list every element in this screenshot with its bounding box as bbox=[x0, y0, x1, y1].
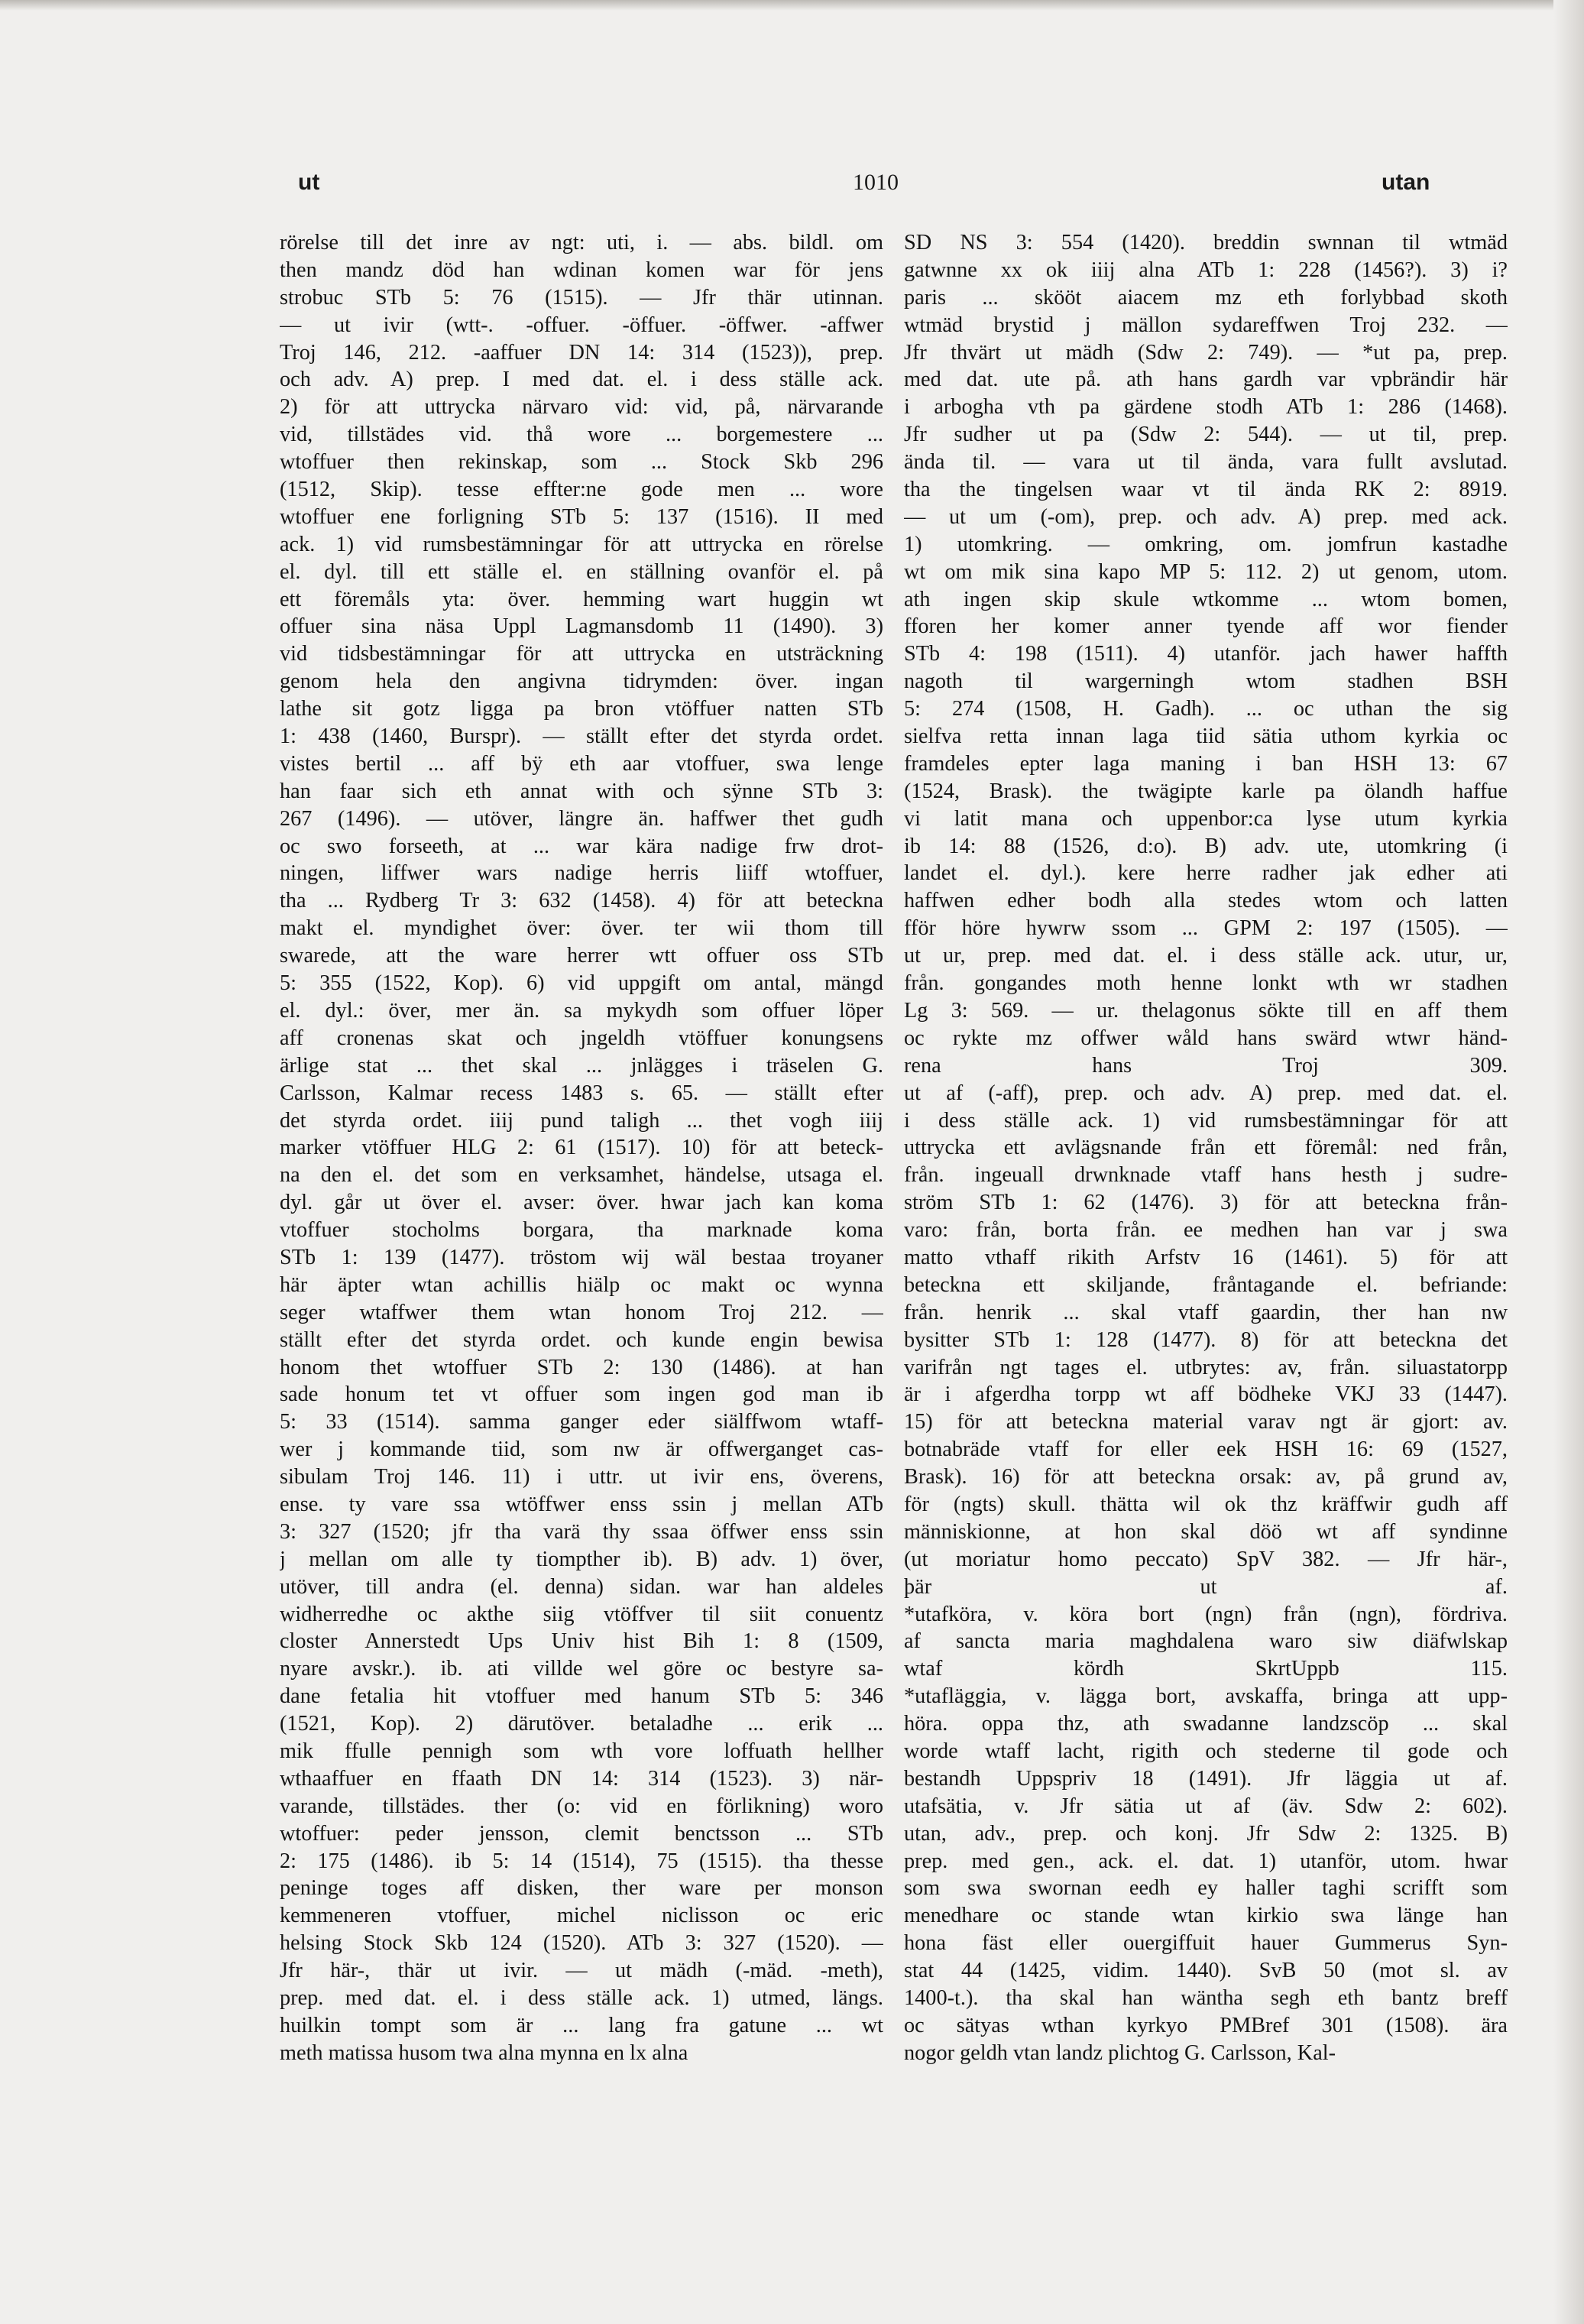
text-line: vid tidsbestämningar för att uttrycka en utsträckning bbox=[280, 642, 883, 666]
text-line: 1400-t.). tha skal han wäntha segh eth bantz breff bbox=[904, 1986, 1508, 2010]
text-line: rena hans Troj 309. bbox=[904, 1053, 1508, 1078]
text-line: det styrda ordet. iiij pund taligh ... thet vogh iiij bbox=[280, 1108, 883, 1133]
text-line: från. henrik ... skal vtaff gaardin, ther han nw bbox=[904, 1300, 1508, 1324]
text-line: och adv. A) prep. I med dat. el. i dess ställe ack. bbox=[280, 368, 883, 392]
text-line: strobuc STb 5: 76 (1515). — Jfr thär utinnan. bbox=[280, 285, 883, 310]
page-top-edge bbox=[0, 0, 1584, 11]
text-line: oc rykte mz offwer wåld hans swärd wtwr händ- bbox=[904, 1026, 1508, 1050]
text-line: tha the tingelsen waar vt til ända RK 2: 8919. bbox=[904, 478, 1508, 502]
text-line: — ut ivir (wtt-. -offuer. -öffuer. -öffwer. -affwer bbox=[280, 313, 883, 337]
text-line: wtoffuer ene forligning STb 5: 137 (1516). II med bbox=[280, 504, 883, 529]
text-line: vtoffuer stocholms borgara, tha marknade koma bbox=[280, 1218, 883, 1243]
text-line: seger wtaffwer them wtan honom Troj 212. — bbox=[280, 1300, 883, 1324]
text-line: som swa swornan eedh ey haller taghi scrifft som bbox=[904, 1876, 1508, 1901]
text-line: wtoffuer then rekinskap, som ... Stock Skb 296 bbox=[280, 450, 883, 475]
text-line: Jfr thvärt ut mädh (Sdw 2: 749). — *ut pa, prep. bbox=[904, 340, 1508, 365]
text-line: mik ffulle pennigh som wth vore loffuath hellher bbox=[280, 1739, 883, 1763]
text-line: ett föremåls yta: över. hemming wart huggin wt bbox=[280, 587, 883, 611]
text-line: (1524, Brask). the twägipte karle pa ölandh haffue bbox=[904, 779, 1508, 803]
text-line: (1521, Kop). 2) därutöver. betaladhe ... erik ... bbox=[280, 1712, 883, 1736]
text-line: lathe sit gotz ligga pa bron vtöffuer natten STb bbox=[280, 697, 883, 721]
text-line: hona fäst eller ouergiffuit hauer Gummerus Syn- bbox=[904, 1931, 1508, 1956]
text-line: uttrycka ett avlägsnande från ett föremål: ned från, bbox=[904, 1136, 1508, 1160]
text-line: utan, adv., prep. och konj. Jfr Sdw 2: 1325. B) bbox=[904, 1821, 1508, 1846]
text-line: tha ... Rydberg Tr 3: 632 (1458). 4) för att beteckna bbox=[280, 889, 883, 913]
text-line: helsing Stock Skb 124 (1520). ATb 3: 327 (1520). — bbox=[280, 1931, 883, 1956]
text-line: wthaaffuer en ffaath DN 14: 314 (1523). 3) när- bbox=[280, 1766, 883, 1791]
text-line: ärlige stat ... thet skal ... jnlägges i träselen G. bbox=[280, 1053, 883, 1078]
text-line: Carlsson, Kalmar recess 1483 s. 65. — ställt efter bbox=[280, 1081, 883, 1105]
text-line: Jfr sudher ut pa (Sdw 2: 544). — ut til, prep. bbox=[904, 423, 1508, 447]
text-line: fforen her komer anner tyende aff wor fiender bbox=[904, 614, 1508, 639]
text-line: j mellan om alle ty tiompther ib). B) adv. 1) över, bbox=[280, 1547, 883, 1571]
text-line: kemmeneren vtoffuer, michel niclisson oc eric bbox=[280, 1904, 883, 1928]
right-column bbox=[904, 229, 1508, 2067]
text-line: dyl. går ut över el. avser: över. hwar jach kan koma bbox=[280, 1191, 883, 1215]
text-line: sielfva retta innan laga tiid sätia uthom kyrkia oc bbox=[904, 724, 1508, 749]
text-line: nyare avskr.). ib. ati villde wel göre oc bestyre sa- bbox=[280, 1657, 883, 1681]
text-line: STb 4: 198 (1511). 4) utanför. jach hawer haffth bbox=[904, 642, 1508, 666]
text-line: worde wtaff lacht, rigith och stederne til gode och bbox=[904, 1739, 1508, 1763]
text-line: bestandh Uppspriv 18 (1491). Jfr läggia ut af. bbox=[904, 1766, 1508, 1791]
text-line: menedhare oc stande wtan kirkio swa länge han bbox=[904, 1904, 1508, 1928]
text-line: han faar sich eth annat with och sÿnne STb 3: bbox=[280, 779, 883, 803]
text-line: paris ... skööt aiacem mz eth forlybbad skoth bbox=[904, 285, 1508, 310]
text-line: ense. ty vare ssa wtöffwer enss ssin j mellan ATb bbox=[280, 1492, 883, 1516]
text-line: är i afgerdha torpp wt aff bödheke VKJ 33 (1447). bbox=[904, 1382, 1508, 1407]
text-line: vid, tillstädes vid. thå wore ... borgemestere ... bbox=[280, 423, 883, 447]
header-right-guideword: utan bbox=[1382, 170, 1430, 195]
text-line: genom hela den angivna tidrymden: över. ingan bbox=[280, 669, 883, 694]
text-line: sibulam Troj 146. 11) i uttr. ut ivir ens, överens, bbox=[280, 1465, 883, 1489]
text-line: ack. 1) vid rumsbestämningar för att uttrycka en rörelse bbox=[280, 532, 883, 556]
text-line: här äpter wtan achillis hiälp oc makt oc wynna bbox=[280, 1272, 883, 1297]
text-line: 3: 327 (1520; jfr tha varä thy ssaa öffwer enss ssin bbox=[280, 1519, 883, 1544]
text-line: 15) för att beteckna material varav ngt är gjort: av. bbox=[904, 1410, 1508, 1434]
text-line: nogor geldh vtan landz plichtog G. Carlsson, Kal- bbox=[904, 2040, 1336, 2065]
text-line: framdeles epter laga maning i ban HSH 13: 67 bbox=[904, 751, 1508, 776]
text-line: honom thet wtoffuer STb 2: 130 (1486). at han bbox=[280, 1355, 883, 1379]
text-line: höra. oppa thz, ath swadanne landzscöp ... skal bbox=[904, 1712, 1508, 1736]
text-line: bysitter STb 1: 128 (1477). 8) för att beteckna det bbox=[904, 1327, 1508, 1352]
text-line: 5: 274 (1508, H. Gadh). ... oc uthan the sig bbox=[904, 697, 1508, 721]
text-line: vi latit mana och uppenbor:ca lyse utum kyrkia bbox=[904, 806, 1508, 831]
text-line: na den el. det som en verksamhet, händelse, utsaga el. bbox=[280, 1163, 883, 1188]
text-line: gatwnne xx ok iiij alna ATb 1: 228 (1456?). 3) i? bbox=[904, 258, 1508, 282]
text-line: makt el. myndighet över: över. ter wii thom till bbox=[280, 916, 883, 941]
text-line: marker vtöffuer HLG 2: 61 (1517). 10) för att beteck- bbox=[280, 1136, 883, 1160]
text-line: 1) utomkring. — omkring, om. jomfrun kastadhe bbox=[904, 532, 1508, 556]
text-line: ningen, liffwer wars nadige herris liiff wtoffuer, bbox=[280, 861, 883, 886]
text-line: varifrån ngt tages el. utbrytes: av, från. siluastatorpp bbox=[904, 1355, 1508, 1379]
text-line: haffwen edher bodh alla stedes wtom och latten bbox=[904, 889, 1508, 913]
text-line: SD NS 3: 554 (1420). breddin swnnan til wtmäd bbox=[904, 231, 1508, 254]
text-line: i dess ställe ack. 1) vid rumsbestämningar för att bbox=[904, 1108, 1508, 1133]
text-line: ib 14: 88 (1526, d:o). B) adv. ute, utomkring (i bbox=[904, 834, 1508, 858]
text-line: 2: 175 (1486). ib 5: 14 (1514), 75 (1515). tha thesse bbox=[280, 1849, 883, 1873]
text-line: varande, tillstädes. ther (o: vid en förlikning) woro bbox=[280, 1794, 883, 1818]
text-line: ut af (-aff), prep. och adv. A) prep. med dat. el. bbox=[904, 1081, 1508, 1105]
page-number: 1010 bbox=[853, 170, 899, 195]
text-line: Lg 3: 569. — ur. thelagonus sökte till en aff them bbox=[904, 998, 1508, 1023]
text-line: Troj 146, 212. -aaffuer DN 14: 314 (1523)), prep. bbox=[280, 340, 883, 365]
text-line: sade honum tet vt offuer som ingen god man ib bbox=[280, 1382, 883, 1407]
text-line: wt om mik sina kapo MP 5: 112. 2) ut genom, utom. bbox=[904, 559, 1508, 584]
left-column bbox=[280, 229, 883, 2067]
text-line: 2) för att uttrycka närvaro vid: vid, på, närvarande bbox=[280, 395, 883, 420]
text-line: 267 (1496). — utöver, längre än. haffwer thet gudh bbox=[280, 806, 883, 831]
text-line: offuer sina näsa Uppl Lagmansdomb 11 (1490). 3) bbox=[280, 614, 883, 639]
text-line: från. ingeuall drwnknade vtaff hans hesth j sudre- bbox=[904, 1163, 1508, 1188]
text-line: — ut um (-om), prep. och adv. A) prep. med ack. bbox=[904, 504, 1508, 529]
text-line: (1512, Skip). tesse effter:ne gode men ... wore bbox=[280, 478, 883, 502]
text-line: för (ngts) skull. thätta wil ok thz kräffwir gudh aff bbox=[904, 1492, 1508, 1516]
text-line: 1: 438 (1460, Burspr). — ställt efter det styrda ordet. bbox=[280, 724, 883, 749]
text-line: matto vthaff rikith Arfstv 16 (1461). 5) för att bbox=[904, 1245, 1508, 1269]
text-line: botnabräde vtaff for eller eek HSH 16: 69 (1527, bbox=[904, 1438, 1508, 1462]
text-line: rörelse till det inre av ngt: uti, i. — abs. bildl. om bbox=[280, 231, 883, 254]
text-line: *utafköra, v. köra bort (ngn) från (ngn), fördriva. bbox=[904, 1602, 1508, 1626]
text-line: widherredhe oc akthe siig vtöffver til siit conuentz bbox=[280, 1602, 883, 1626]
text-line: (ut moriatur homo peccato) SpV 382. — Jfr här-, bbox=[904, 1547, 1508, 1571]
page-right-edge bbox=[1553, 0, 1584, 2324]
text-line: meth matissa husom twa alna mynna en lx alna bbox=[280, 2040, 688, 2065]
text-line: i arbogha vth pa gärdene stodh ATb 1: 286 (1468). bbox=[904, 395, 1508, 420]
text-line: utafsätia, v. Jfr sätia ut af (äv. Sdw 2: 602). bbox=[904, 1794, 1508, 1818]
text-line: þär ut af. bbox=[904, 1574, 1508, 1599]
text-line: människionne, at hon skal döö wt aff syndinne bbox=[904, 1519, 1508, 1544]
text-line: ström STb 1: 62 (1476). 3) för att beteckna från- bbox=[904, 1191, 1508, 1215]
text-line: swarede, att the ware herrer wtt offuer oss STb bbox=[280, 944, 883, 968]
text-line: prep. med dat. el. i dess ställe ack. 1) utmed, längs. bbox=[280, 1986, 883, 2010]
header-left-guideword: ut bbox=[298, 170, 320, 195]
text-line: closter Annerstedt Ups Univ hist Bih 1: 8 (1509, bbox=[280, 1629, 883, 1654]
text-line: beteckna ett skiljande, fråntagande el. befriande: bbox=[904, 1272, 1508, 1297]
text-line: från. gongandes moth henne lonkt wth wr stadhen bbox=[904, 971, 1508, 996]
text-line: oc sätyas wthan kyrkyo PMBref 301 (1508). ära bbox=[904, 2013, 1508, 2037]
text-line: el. dyl. till ett ställe el. en ställning ovanför el. på bbox=[280, 559, 883, 584]
text-line: varo: från, borta från. ee medhen han var j swa bbox=[904, 1218, 1508, 1243]
text-line: ställt efter det styrda ordet. och kunde engin bewisa bbox=[280, 1327, 883, 1352]
text-line: el. dyl.: över, mer än. sa mykydh som offuer löper bbox=[280, 998, 883, 1023]
text-line: Jfr här-, thär ut ivir. — ut mädh (-mäd. -meth), bbox=[280, 1959, 883, 1983]
text-line: wtoffuer: peder jensson, clemit benctsson ... STb bbox=[280, 1821, 883, 1846]
text-line: nagoth til wargerningh wtom stadhen BSH bbox=[904, 669, 1508, 694]
text-line: peninge toges aff disken, ther ware per monson bbox=[280, 1876, 883, 1901]
text-line: aff cronenas skat och jngeldh vtöffuer konungsens bbox=[280, 1026, 883, 1050]
text-line: 5: 33 (1514). samma ganger eder siälffwom wtaff- bbox=[280, 1410, 883, 1434]
text-line: stat 44 (1425, vidim. 1440). SvB 50 (mot sl. av bbox=[904, 1959, 1508, 1983]
text-line: wtmäd brystid j mällon sydareffwen Troj 232. — bbox=[904, 313, 1508, 337]
text-line: ända til. — vara ut til ända, vara fullt avslutad. bbox=[904, 450, 1508, 475]
text-line: fför höre hywrw ssom ... GPM 2: 197 (1505). — bbox=[904, 916, 1508, 941]
text-line: med dat. ute på. ath hans gardh var vpbrändir här bbox=[904, 368, 1508, 392]
text-line: af sancta maria maghdalena waro siw diäfwlskap bbox=[904, 1629, 1508, 1654]
text-line: vistes bertil ... aff bÿ eth aar vtoffuer, swa lenge bbox=[280, 751, 883, 776]
text-line: ath ingen skip skule wtkomme ... wtom bomen, bbox=[904, 587, 1508, 611]
text-line: Brask). 16) för att beteckna orsak: av, på grund av, bbox=[904, 1465, 1508, 1489]
text-line: oc swo forseeth, at ... war kära nadige frw drot- bbox=[280, 834, 883, 858]
text-line: utöver, till andra (el. denna) sidan. war han aldeles bbox=[280, 1574, 883, 1599]
text-line: huilkin tompt som är ... lang fra gatune ... wt bbox=[280, 2013, 883, 2037]
text-line: ut ur, prep. med dat. el. i dess ställe ack. utur, ur, bbox=[904, 944, 1508, 968]
text-line: landet el. dyl.). kere herre radher jak edher ati bbox=[904, 861, 1508, 886]
text-line: prep. med gen., ack. el. dat. 1) utanför, utom. hwar bbox=[904, 1849, 1508, 1873]
text-line: *utafläggia, v. lägga bort, avskaffa, bringa att upp- bbox=[904, 1684, 1508, 1709]
text-line: dane fetalia hit vtoffuer med hanum STb 5: 346 bbox=[280, 1684, 883, 1709]
text-line: wtaf kördh SkrtUppb 115. bbox=[904, 1657, 1508, 1681]
text-line: then mandz död han wdinan komen war för jens bbox=[280, 258, 883, 282]
text-line: wer j kommande tiid, som nw är offwerganget cas- bbox=[280, 1438, 883, 1462]
text-line: STb 1: 139 (1477). tröstom wij wäl bestaa troyaner bbox=[280, 1245, 883, 1269]
text-line: 5: 355 (1522, Kop). 6) vid uppgift om antal, mängd bbox=[280, 971, 883, 996]
